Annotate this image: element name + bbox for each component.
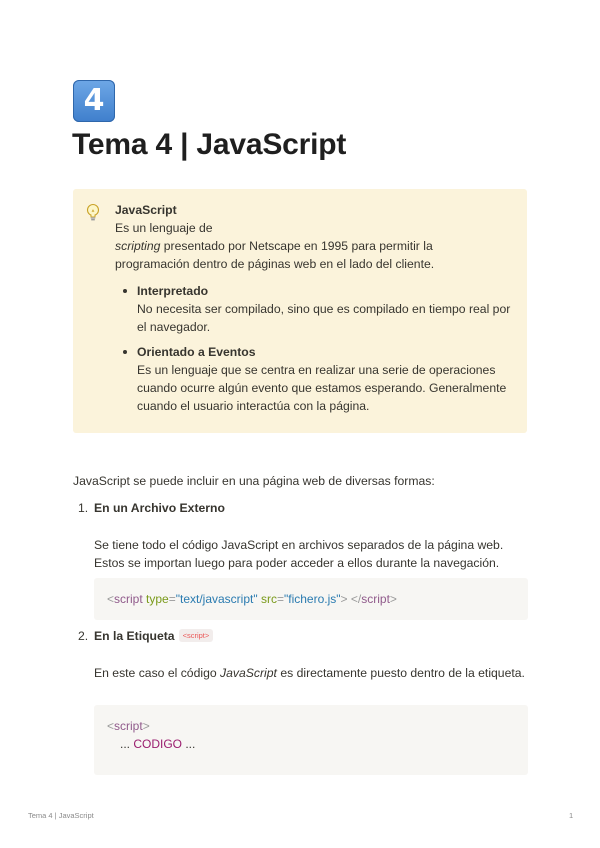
page-number: 1 [569, 811, 574, 820]
code-block [94, 578, 528, 620]
callout-heading: JavaScript [115, 203, 177, 217]
code-punct: < [107, 719, 115, 733]
code-string: "text/javascript" [175, 592, 258, 606]
text-span: En este caso el código [94, 666, 221, 680]
list-number: 1. [78, 501, 89, 515]
code-punct: > [340, 592, 348, 606]
callout-text-rest: presentado por Netscape en 1995 para permitir la [160, 239, 433, 253]
code-punct: > [389, 592, 397, 606]
page-title: Tema 4 | JavaScript [72, 128, 347, 161]
code-line [107, 717, 150, 735]
code-dots: ... [120, 737, 134, 751]
list-title-text: En la Etiqueta [94, 629, 175, 643]
text-emphasis: JavaScript [220, 666, 277, 680]
code-line [107, 590, 397, 608]
bullet-title: Orientado a Eventos [137, 345, 256, 359]
bullet-text: Es un lenguaje que se centra en realizar una serie de operaciones cuando ocurre algún evento que estamos esperando. Generalmente cuando el usuario interactúa con la página. [137, 363, 507, 413]
bullet-text: No necesita ser compilado, sino que es compilado en tiempo real por el navegador. [137, 302, 511, 334]
code-string: "fichero.js" [283, 592, 341, 606]
code-punct: = [168, 592, 176, 606]
list-item-title [78, 501, 225, 515]
lightbulb-icon [86, 203, 100, 228]
callout-text-line [115, 237, 515, 255]
callout-text-line: Es un lenguaje de [115, 221, 213, 235]
list-item-text [94, 664, 534, 682]
code-dots: ... [182, 737, 196, 751]
code-line [120, 735, 195, 753]
code-attr: type [146, 592, 169, 606]
code-punct: </ [350, 592, 362, 606]
callout-bullet-list [115, 282, 515, 415]
footer-title: Tema 4 | JavaScript [28, 811, 94, 820]
callout-content [115, 201, 515, 422]
list-item-title [78, 629, 213, 643]
code-punct: = [276, 592, 284, 606]
code-tag: script [114, 719, 143, 733]
callout-box [73, 189, 527, 433]
callout-text-line: programación dentro de páginas web en el lado del cliente. [115, 257, 435, 271]
list-number: 2. [78, 629, 89, 643]
code-tag: script [114, 592, 143, 606]
callout-emphasis: scripting [115, 239, 161, 253]
text-span: es directamente puesto dentro de la etiqueta. [276, 666, 525, 680]
code-punct: < [107, 592, 115, 606]
bullet-item [115, 343, 515, 415]
code-tag: script [361, 592, 390, 606]
list-title-text: En un Archivo Externo [94, 501, 225, 515]
code-attr: src [260, 592, 277, 606]
bullet-item [115, 282, 515, 336]
bullet-title: Interpretado [137, 284, 209, 298]
list-item-text: Se tiene todo el código JavaScript en archivos separados de la página web. Estos se importan luego para poder acceder a ellos durante la navegación. [94, 538, 504, 570]
code-body: CODIGO [133, 737, 183, 751]
code-block [94, 705, 528, 775]
code-punct: > [142, 719, 150, 733]
inline-code: <script> [179, 629, 214, 642]
keycap-four-icon: 4 [73, 80, 115, 122]
intro-paragraph: JavaScript se puede incluir en una página web de diversas formas: [73, 474, 435, 488]
